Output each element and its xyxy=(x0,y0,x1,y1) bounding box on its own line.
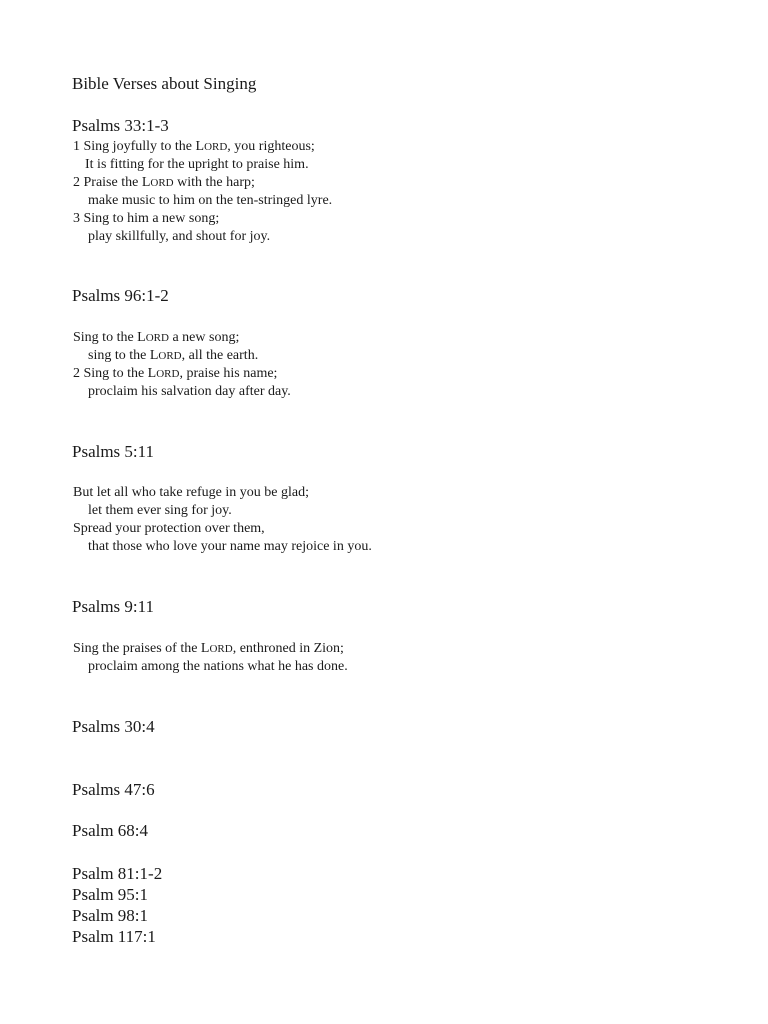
document-title: Bible Verses about Singing xyxy=(72,74,257,93)
verse-text: Sing the praises of the L xyxy=(73,641,210,656)
verse-text: It is fitting for the upright to praise him. xyxy=(85,157,309,172)
verse-text: with the harp; xyxy=(173,175,255,190)
passage-text xyxy=(72,640,348,676)
verse-line xyxy=(72,658,348,676)
verse-text: sing to the L xyxy=(88,348,159,363)
short-reference: Psalm 95:1 xyxy=(72,885,149,904)
passage-reference: Psalms 33:1-3 xyxy=(72,116,169,135)
passage-text xyxy=(72,329,291,401)
verse-text: a new song; xyxy=(168,330,240,345)
verse-text: 3 Sing to him a new song; xyxy=(73,211,220,226)
verse-text: proclaim his salvation day after day. xyxy=(88,384,291,399)
lord-small-caps: ORD xyxy=(209,643,233,655)
verse-text: , praise his name; xyxy=(179,366,278,381)
verse-text: play skillfully, and shout for joy. xyxy=(88,229,271,244)
lord-small-caps: ORD xyxy=(145,332,169,344)
verse-text: , you righteous; xyxy=(227,139,315,154)
short-reference: Psalm 81:1-2 xyxy=(72,864,163,883)
passage-reference: Psalms 9:11 xyxy=(72,597,155,616)
verse-line xyxy=(72,383,291,401)
verse-text: 2 Sing to the L xyxy=(73,366,157,381)
verse-text: that those who love your name may rejoice in you. xyxy=(88,539,372,554)
passage-reference: Psalms 30:4 xyxy=(72,717,155,736)
short-reference: Psalm 117:1 xyxy=(72,927,156,946)
verse-line xyxy=(72,640,348,658)
short-reference-list xyxy=(72,863,162,947)
short-reference: Psalm 98:1 xyxy=(72,906,149,925)
verse-line xyxy=(72,210,332,228)
verse-line xyxy=(72,365,291,383)
lord-small-caps: ORD xyxy=(158,350,182,362)
verse-text: But let all who take refuge in you be glad; xyxy=(73,485,309,500)
verse-line xyxy=(72,520,372,538)
verse-line xyxy=(72,174,332,192)
verse-text: Sing to the L xyxy=(73,330,146,345)
verse-line xyxy=(72,538,372,556)
passage-reference: Psalms 47:6 xyxy=(72,780,155,799)
verse-text: 1 Sing joyfully to the L xyxy=(73,139,205,154)
verse-line xyxy=(72,228,332,246)
verse-text: make music to him on the ten-stringed lyre. xyxy=(88,193,333,208)
passage-reference: Psalms 96:1-2 xyxy=(72,286,169,305)
verse-line xyxy=(72,192,332,210)
passage-reference: Psalm 68:4 xyxy=(72,821,149,840)
verse-text: let them ever sing for joy. xyxy=(88,503,232,518)
verse-line xyxy=(72,329,291,347)
verse-text: proclaim among the nations what he has done. xyxy=(88,659,348,674)
verse-text: Spread your protection over them, xyxy=(73,521,265,536)
verse-line xyxy=(72,347,291,365)
verse-text: 2 Praise the L xyxy=(73,175,151,190)
passage-reference: Psalms 5:11 xyxy=(72,442,155,461)
verse-text: , enthroned in Zion; xyxy=(232,641,344,656)
verse-line xyxy=(72,502,372,520)
passage-text xyxy=(72,138,332,246)
verse-line xyxy=(72,138,332,156)
passage-text xyxy=(72,484,372,556)
verse-text: , all the earth. xyxy=(181,348,259,363)
lord-small-caps: ORD xyxy=(156,368,180,380)
verse-line xyxy=(72,156,332,174)
verse-line xyxy=(72,484,372,502)
lord-small-caps: ORD xyxy=(150,177,174,189)
lord-small-caps: ORD xyxy=(204,141,228,153)
